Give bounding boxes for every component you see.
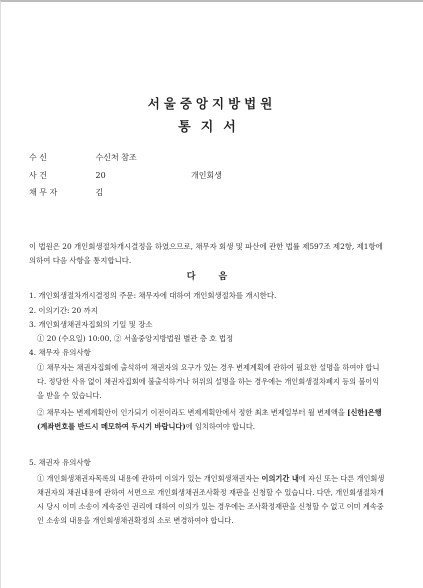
item-3: 3. 개인회생채권자집회의 기일 및 장소	[29, 320, 153, 329]
item-5-1-text-a: ① 개인회생채권자목록의 내용에 관하여 이의가 있는 개인회생채권자는	[37, 474, 262, 483]
debtor-label: 채 무 자	[29, 188, 58, 197]
document-title: 통지서	[178, 120, 246, 135]
objection-period: 이의기간 내	[261, 474, 299, 483]
item-5-1	[37, 472, 385, 528]
account-note: (계좌번호를 반드시 메모하여 두시기 바랍니다)	[37, 422, 186, 431]
item-4-2-text-e: 에 임치하여야 합니다.	[185, 422, 256, 431]
case-label: 사 건	[29, 171, 47, 180]
recipient-label: 수 신	[29, 153, 47, 162]
item-3-detail: ① 20 (수요일) 10:00, ② 서울중앙지방법원 별관 층 호 법정	[37, 334, 234, 343]
intro-paragraph: 이 법원은 20 개인회생절차개시결정을 하였으므로, 채무자 회생 및 파산에 관한 법률 제597조 제2항, 제1항에 의하여 다음 사항을 통지합니다.	[29, 242, 383, 265]
debtor-name: 김	[95, 188, 104, 197]
bank-name: [신한]은행	[347, 408, 382, 417]
item-5: 5. 채권자 유의사항	[29, 458, 91, 467]
case-type: 개인회생	[191, 171, 222, 180]
court-name: 서울중앙지방법원	[147, 96, 277, 111]
case-row	[29, 170, 222, 181]
item-1: 1. 개인회생절차개시결정의 주문: 채무자에 대하여 개인회생절차를 개시한다.	[29, 291, 277, 300]
item-4-2	[37, 406, 385, 434]
section-heading: 다 음	[186, 272, 238, 282]
item-4: 4. 채무자 유의사항	[29, 348, 91, 357]
item-5-1-text-c: 에 자신 또는 다른 개인회생채권자의 채권내용에 관하여 서면으로 개인회생채권조사확정 재판을 신청할 수 있습니다. 다만, 개인회생절차개시 당시 이미 소송이 계속중인 권리에 대하여 이의가 있는 경우에는 조사확정재판을 신청할 수 없고 이미 계속중인 소송의 내용을 개인회생채권확정의 소로 변경하여야 합니다.	[37, 474, 385, 525]
recipient-row	[29, 152, 137, 163]
debtor-row	[29, 187, 103, 198]
recipient-value: 수신처 참조	[95, 153, 137, 162]
item-4-2-text-a: ② 채무자는 변제계획안이 인가되기 이전이라도 변제계획안에서 정한 최초 변제일부터 월 변제액을	[37, 408, 348, 417]
item-2: 2. 이의기간: 20 까지	[29, 306, 98, 315]
item-4-1: ① 채무자는 채권자집회에 출석하여 채권자의 요구가 있는 경우 변제계획에 관하여 필요한 설명을 하여야 합니다. 정당한 사유 없이 채권자집회에 불출석하거나 허위의 설명을 하는 경우에는 개인회생절차폐지 등의 불이익을 받을 수 있습니다.	[37, 363, 380, 400]
case-number: 20	[95, 171, 106, 180]
